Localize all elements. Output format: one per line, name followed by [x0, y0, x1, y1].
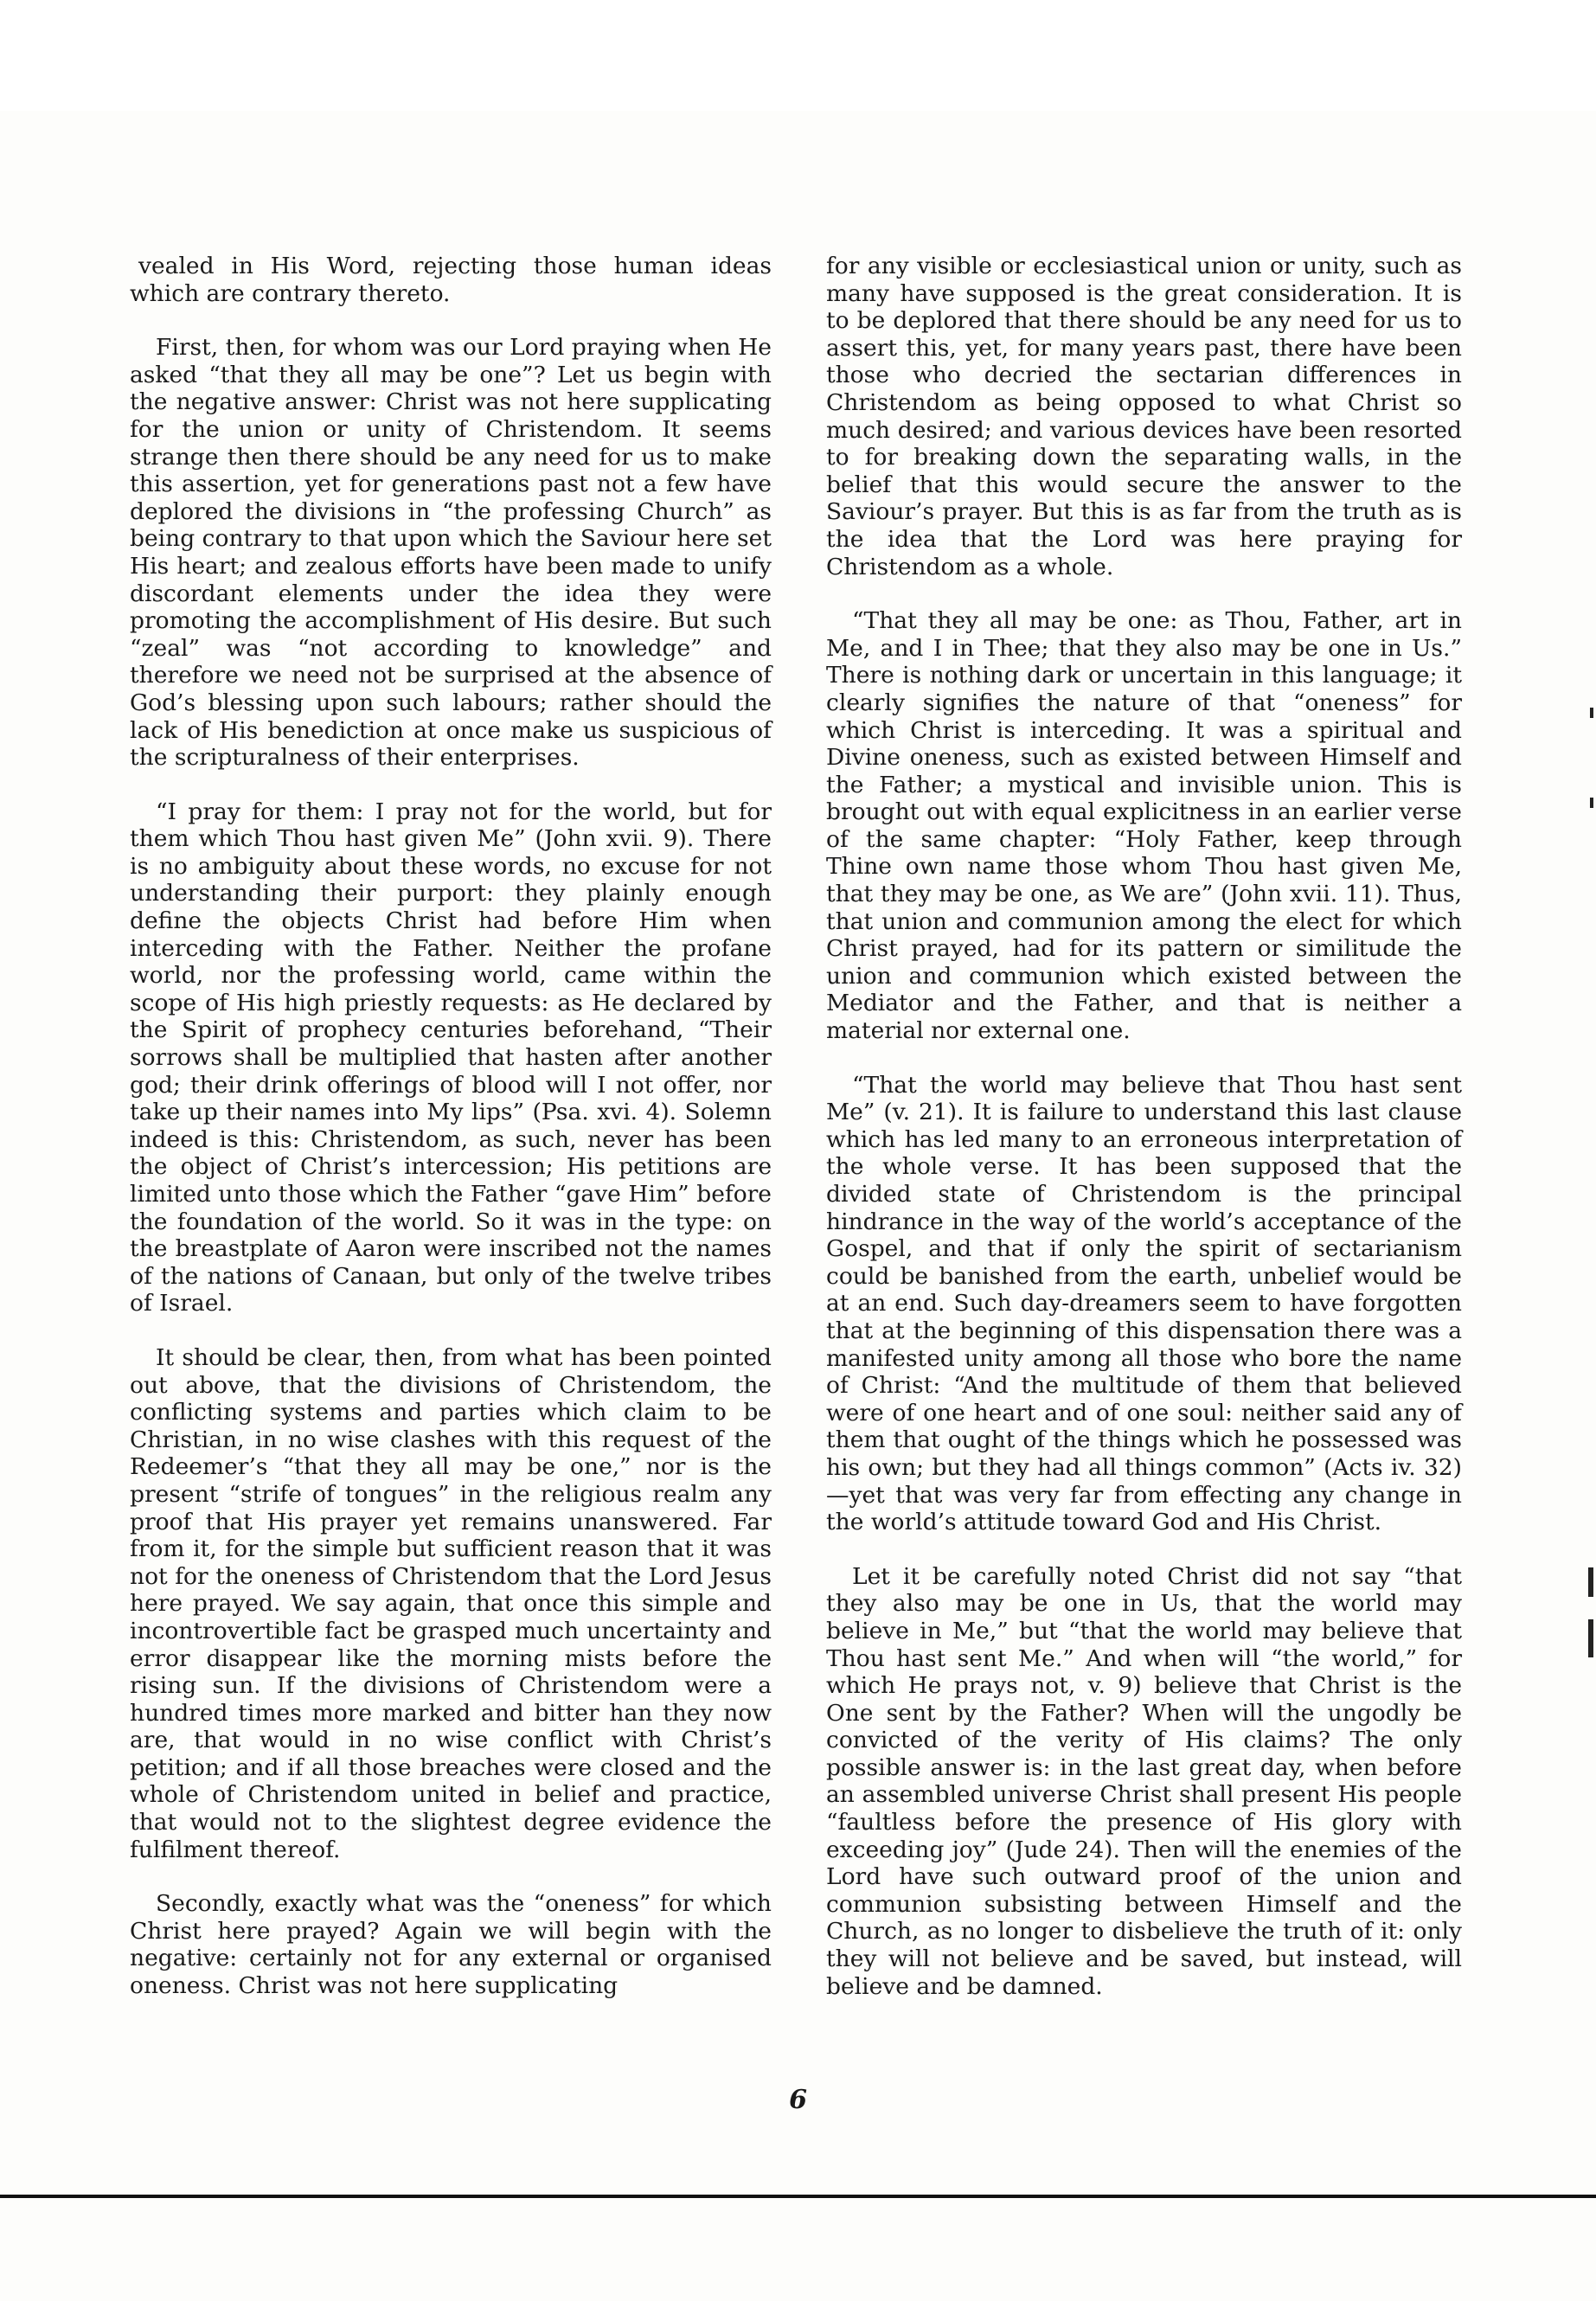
scan-mark	[1590, 708, 1593, 718]
paragraph: “I pray for them: I pray not for the world, but for them which Thou hast given Me” (John xvii. 9). There is no ambiguity about these words, no excuse for not understanding their purport: they plainly enough define the objects Christ had before Him when interceding with the Father. Neither the profane world, nor the professing world, came within the scope of His high priestly requests: as He declared by the Spirit of prophecy centuries beforehand, “Their sorrows shall be multiplied that hasten after another god; their drink offerings of blood will I not offer, nor take up their names into My lips” (Psa. xvi. 4). Solemn indeed is this: Christendom, as such, never has been the object of Christ’s intercession; His petitions are limited unto those which the Father “gave Him” before the foundation of the world. So it was in the type: on the breastplate of Aaron were inscribed not the names of the nations of Canaan, but only of the twelve tribes of Israel.	[130, 798, 772, 1317]
bottom-rule	[0, 2195, 1596, 2198]
paragraph: First, then, for whom was our Lord praying when He asked “that they all may be one”? Let us begin with the negative answer: Christ was not here supplicating for the union or unity of Christendom. It seems strange then there should be any need for us to make this assertion, yet for generations past not a few have deplored the divisions in “the professing Church” as being contrary to that upon which the Saviour here set His heart; and zealous efforts have been made to unify discordant elements under the idea they were promoting the accomplishment of His desire. But such “zeal” was “not according to knowledge” and therefore we need not be surprised at the absence of God’s blessing upon such labours; rather should the lack of His benediction at once make us suspicious of the scripturalness of their enterprises.	[130, 334, 772, 772]
left-column	[130, 253, 772, 2027]
paragraph: It should be clear, then, from what has been pointed out above, that the divisions of Christendom, the conflicting systems and parties which claim to be Christian, in no wise clashes with this request of the Redeemer’s “that they all may be one,” nor is the present “strife of tongues” in the religious realm any proof that His prayer yet remains unanswered. Far from it, for the simple but sufficient reason that it was not for the oneness of Christendom that the Lord Jesus here prayed. We say again, that once this simple and incontrovertible fact be grasped much uncertainty and error disappear like the morning mists before the rising sun. If the divisions of Christendom were a hundred times more marked and bitter han they now are, that would in no wise conflict with Christ’s petition; and if all those breaches were closed and the whole of Christendom united in belief and practice, that would not to the slightest degree evidence the fulfilment thereof.	[130, 1343, 772, 1863]
right-column	[826, 253, 1462, 2027]
page-number: 6	[789, 2085, 807, 2115]
paragraph: for any visible or ecclesiastical union or unity, such as many have supposed is the great consideration. It is to be deplored that there should be any need for us to assert this, yet, for many years past, there have been those who decried the sectarian differences in Christendom as being opposed to what Christ so much desired; and various devices have been resorted to for breaking down the separating walls, in the belief that this would secure the answer to the Saviour’s prayer. But this is as far from the truth as is the idea that the Lord was here praying for Christendom as a whole.	[826, 253, 1462, 580]
paragraph: Secondly, exactly what was the “oneness” for which Christ here prayed? Again we will begin with the negative: certainly not for any external or organised oneness. Christ was not here supplicating	[130, 1890, 772, 2000]
top-margin	[0, 0, 1596, 111]
paragraph: “That the world may believe that Thou hast sent Me” (v. 21). It is failure to understand this last clause which has led many to an erroneous interpretation of the whole verse. It has been supposed that the divided state of Christendom is the principal hindrance in the way of the world’s acceptance of the Gospel, and that if only the spirit of sectarianism could be banished from the earth, unbelief would be at an end. Such day-dreamers seem to have forgotten that at the beginning of this dispensation there was a manifested unity among all those who bore the name of Christ: “And the multitude of them that believed were of one heart and of one soul: neither said any of them that ought of the things which he possessed was his own; but they had all things common” (Acts iv. 32) —yet that was very far from effecting any change in the world’s attitude toward God and His Christ.	[826, 1071, 1462, 1536]
scan-mark	[1590, 798, 1593, 808]
scan-mark	[1588, 1619, 1593, 1657]
paragraph: vealed in His Word, rejecting those human ideas which are contrary thereto.	[130, 253, 772, 307]
paragraph: Let it be carefully noted Christ did not say “that they also may be one in Us, that the world may believe in Me,” but “that the world may believe that Thou hast sent Me.” And when will “the world,” for which He prays not, v. 9) believe that Christ is the One sent by the Father? When will the ungodly be convicted of the verity of His claims? The only possible answer is: in the last great day, when before an assembled universe Christ shall present His people “faultless before the presence of His glory with exceeding joy” (Jude 24). Then will the enemies of the Lord have such outward proof of the union and communion subsisting between Himself and the Church, as no longer to disbelieve the truth of it: only they will not believe and be saved, but instead, will believe and be damned.	[826, 1562, 1462, 2000]
paragraph: “That they all may be one: as Thou, Father, art in Me, and I in Thee; that they also may be one in Us.” There is nothing dark or uncertain in this language; it clearly signifies the nature of that “oneness” for which Christ is interceding. It was a spiritual and Divine oneness, such as existed between Himself and the Father; a mystical and invisible union. This is brought out with equal explicitness in an earlier verse of the same chapter: “Holy Father, keep through Thine own name those whom Thou hast given Me, that they may be one, as We are” (John xvii. 11). Thus, that union and communion among the elect for which Christ prayed, had for its pattern or similitude the union and communion which existed between the Mediator and the Father, and that is neither a material nor external one.	[826, 607, 1462, 1045]
scan-mark	[1588, 1567, 1593, 1597]
